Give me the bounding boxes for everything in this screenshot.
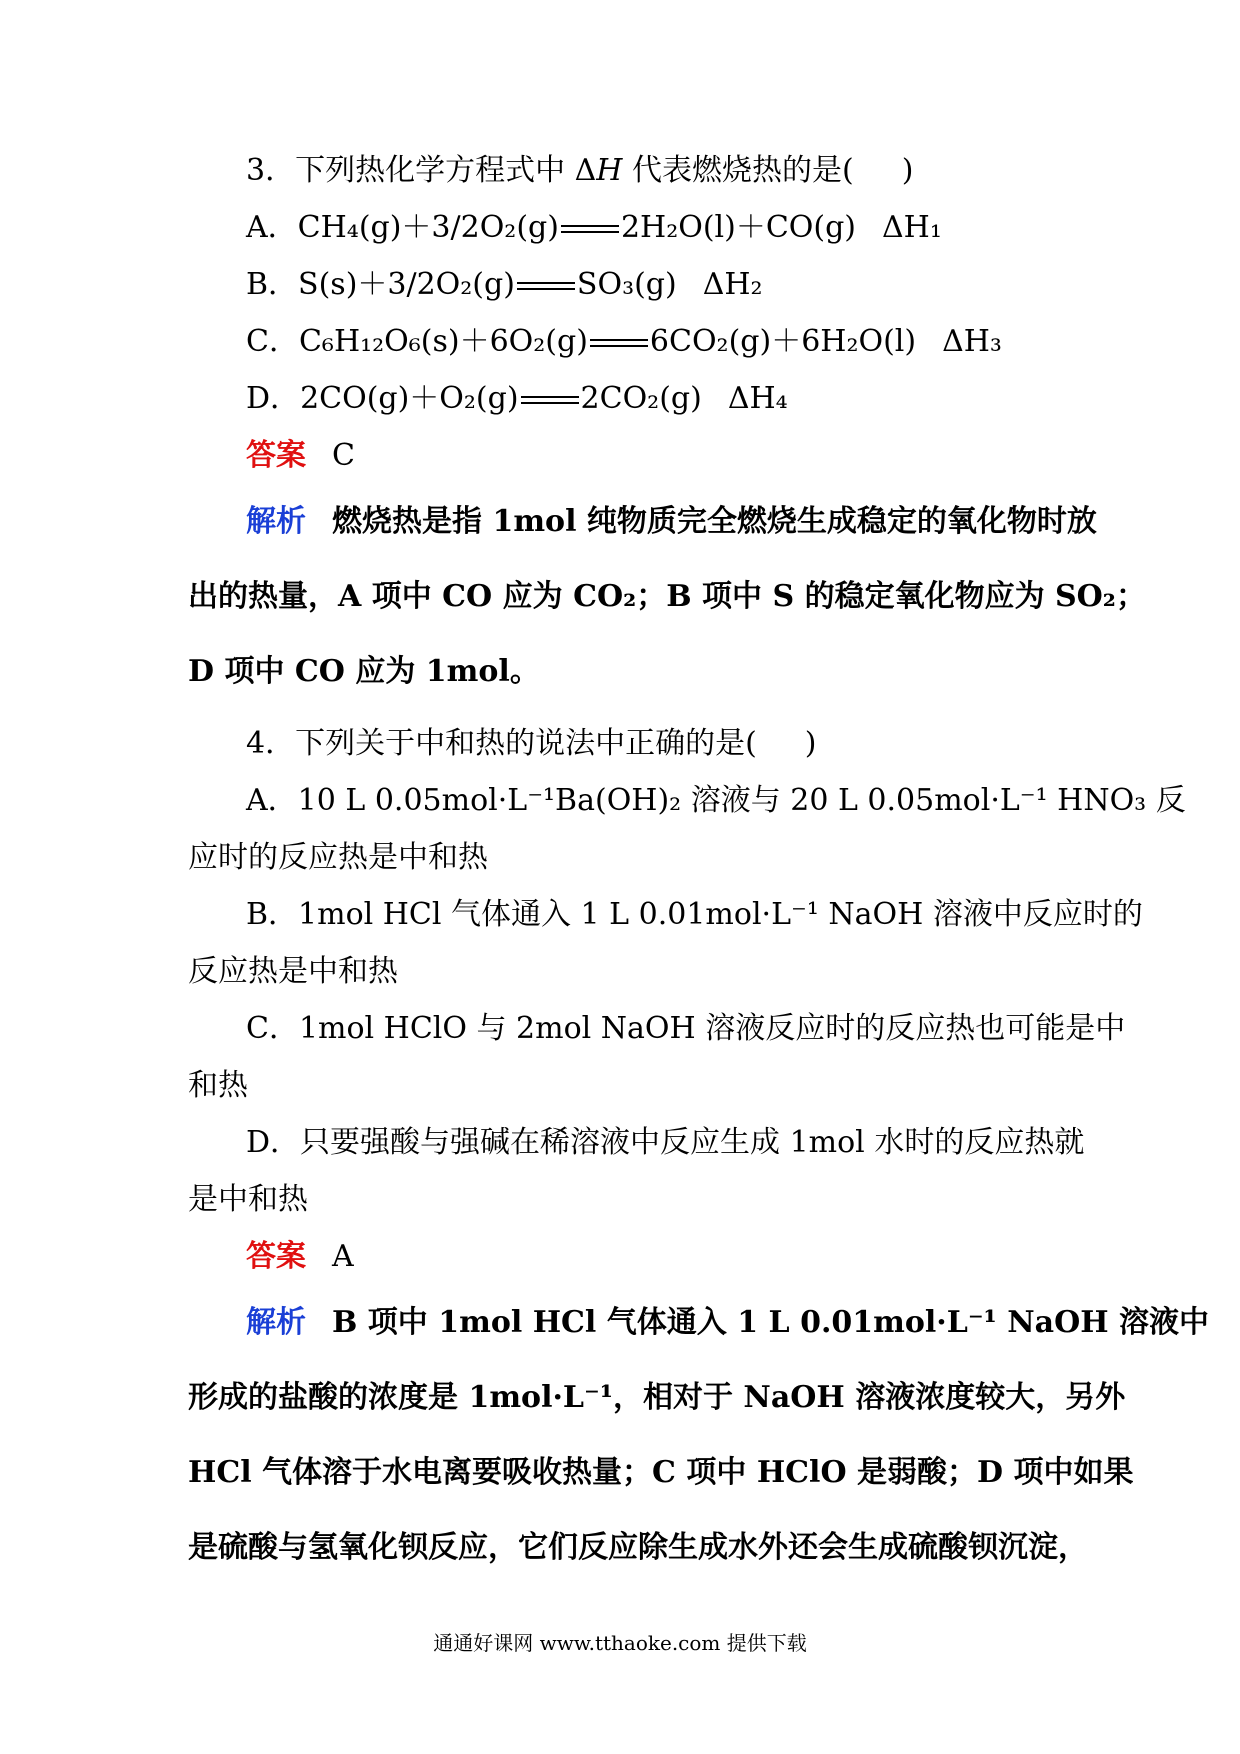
answer-value: A xyxy=(332,1239,354,1274)
answer-label: 答案 xyxy=(246,438,306,473)
page-footer: 通通好课网 www.tthaoke.com 提供下载 xyxy=(433,1631,807,1655)
q3-option-d: D．2CO(g)＋O₂(g) 2CO₂(g) ΔH₄ xyxy=(246,381,788,416)
q3-option-b: B．S(s)＋3/2O₂(g) SO₃(g) ΔH₂ xyxy=(246,267,763,302)
q4-analysis-line-3: HCl 气体溶于水电离要吸收热量；C 项中 HClO 是弱酸；D 项中如果 xyxy=(188,1455,1134,1490)
q4-option-d-line-1: D．只要强酸与强碱在稀溶液中反应生成 1mol 水时的反应热就 xyxy=(246,1125,1085,1160)
q3-analysis-line-1: 解析 燃烧热是指 1mol 纯物质完全燃烧生成稳定的氧化物时放 xyxy=(246,504,1097,539)
q4-option-c-line-1: C．1mol HClO 与 2mol NaOH 溶液反应时的反应热也可能是中 xyxy=(246,1011,1126,1046)
answer-value: C xyxy=(332,438,355,473)
q4-option-d-line-2: 是中和热 xyxy=(188,1182,308,1217)
q4-option-a-line-1: A．10 L 0.05mol·L⁻¹Ba(OH)₂ 溶液与 20 L 0.05mol·L⁻¹ HNO₃ 反 xyxy=(246,783,1186,818)
q3-stem: 3．下列热化学方程式中 ΔH 代表燃烧热的是( ) xyxy=(246,153,914,188)
q4-option-c-line-2: 和热 xyxy=(188,1068,248,1103)
q4-analysis-line-2: 形成的盐酸的浓度是 1mol·L⁻¹，相对于 NaOH 溶液浓度较大，另外 xyxy=(188,1380,1126,1415)
analysis-label: 解析 xyxy=(246,1305,306,1340)
q4-analysis-line-1: 解析 B 项中 1mol HCl 气体通入 1 L 0.01mol·L⁻¹ NaOH 溶液中 xyxy=(246,1305,1210,1340)
q4-option-a-line-2: 应时的反应热是中和热 xyxy=(188,840,488,875)
q4-analysis-line-4: 是硫酸与氢氧化钡反应，它们反应除生成水外还会生成硫酸钡沉淀， xyxy=(188,1530,1088,1565)
q3-option-c: C．C₆H₁₂O₆(s)＋6O₂(g) 6CO₂(g)＋6H₂O(l) ΔH₃ xyxy=(246,324,1002,359)
q3-analysis-line-3: D 项中 CO 应为 1mol。 xyxy=(188,654,540,689)
q3-analysis-line-2: 出的热量，A 项中 CO 应为 CO₂；B 项中 S 的稳定氧化物应为 SO₂； xyxy=(188,579,1146,614)
answer-label: 答案 xyxy=(246,1239,306,1274)
q4-answer xyxy=(188,1228,1058,1285)
q4-option-b-line-1: B．1mol HCl 气体通入 1 L 0.01mol·L⁻¹ NaOH 溶液中反应时的 xyxy=(246,897,1143,932)
equals-arrow xyxy=(561,222,619,236)
q3-answer xyxy=(188,427,1058,484)
q4-option-b-line-2: 反应热是中和热 xyxy=(188,954,398,989)
document-body xyxy=(188,142,1210,1585)
equals-arrow xyxy=(521,393,579,407)
equals-arrow xyxy=(590,336,648,350)
analysis-label: 解析 xyxy=(246,504,306,539)
equals-arrow xyxy=(517,279,575,293)
q4-stem: 4．下列关于中和热的说法中正确的是( ) xyxy=(246,726,817,761)
q3-option-a: A．CH₄(g)＋3/2O₂(g) 2H₂O(l)＋CO(g) ΔH₁ xyxy=(246,210,942,245)
